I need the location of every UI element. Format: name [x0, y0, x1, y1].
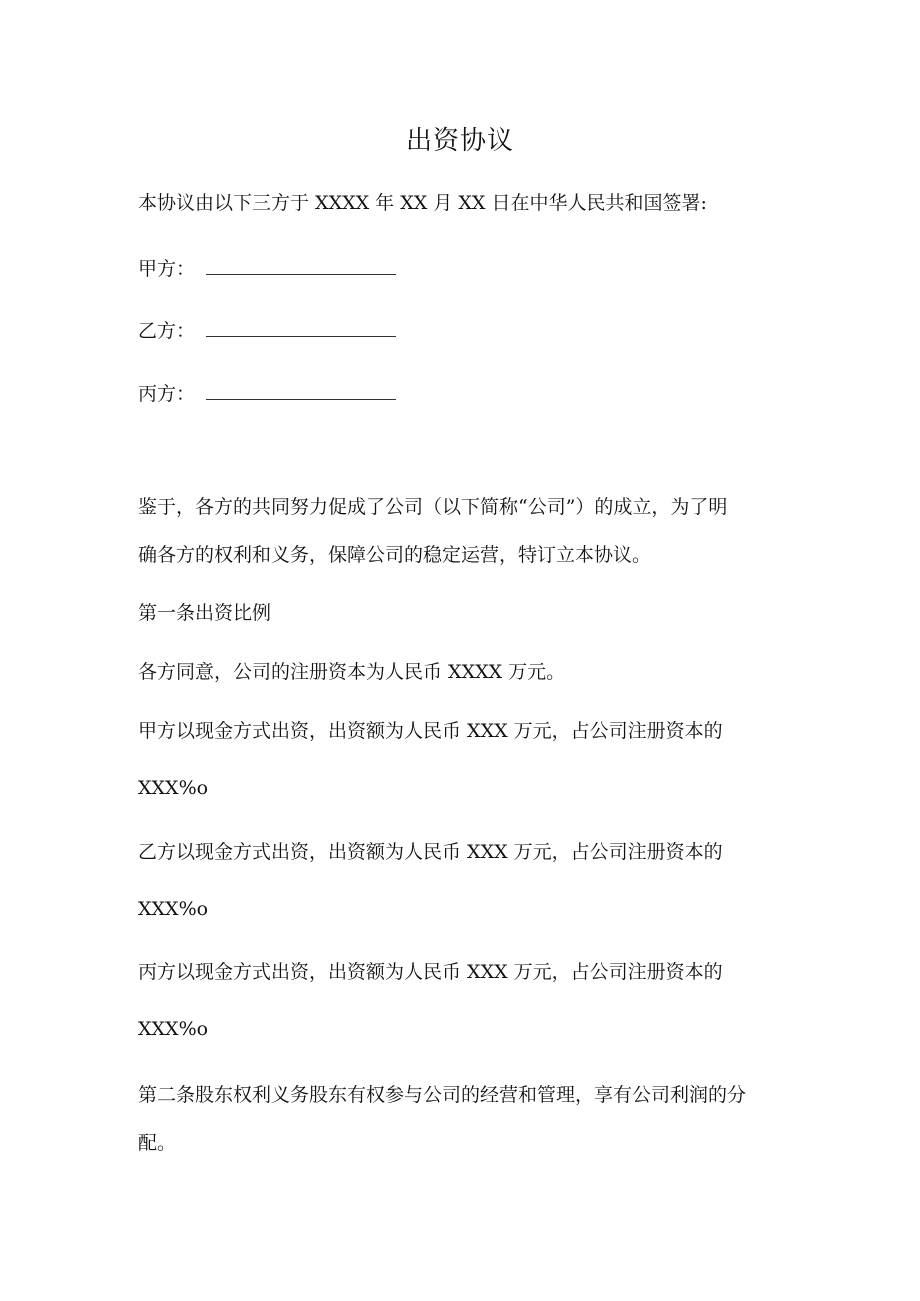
party-b-blank — [206, 322, 396, 337]
party-c-blank — [206, 385, 396, 400]
preamble-line-2: 确各方的权利和义务，保障公司的稳定运营，特订立本协议。 — [138, 544, 652, 566]
article1-capital: 各方同意，公司的注册资本为人民币 XXXX 万元。 — [138, 661, 566, 683]
party-a-line — [138, 257, 396, 281]
article1-heading: 第一条出资比例 — [138, 602, 272, 624]
party-a-blank — [206, 260, 396, 275]
party-c-line — [138, 382, 396, 406]
contribution-b-line-1: 乙方以现金方式出资，出资额为人民币 XXX 万元，占公司注册资本的 — [138, 841, 723, 863]
party-b-label: 乙方： — [138, 320, 196, 342]
party-c-label: 丙方： — [138, 383, 196, 405]
contribution-c-line-2: XXX%o — [138, 1018, 209, 1040]
document-title: 出资协议 — [405, 126, 514, 156]
preamble-line-1: 鉴于，各方的共同努力促成了公司（以下简称“公司”）的成立，为了明 — [138, 496, 728, 518]
contribution-a-line-1: 甲方以现金方式出资，出资额为人民币 XXX 万元，占公司注册资本的 — [138, 720, 723, 742]
party-a-label: 甲方： — [138, 258, 196, 280]
intro-paragraph: 本协议由以下三方于 XXXX 年 XX 月 XX 日在中华人民共和国签署: — [138, 192, 707, 214]
party-b-line — [138, 319, 396, 343]
article2-line-2: 配。 — [138, 1132, 177, 1154]
contribution-a-line-2: XXX%o — [138, 777, 209, 799]
contribution-c-line-1: 丙方以现金方式出资，出资额为人民币 XXX 万元，占公司注册资本的 — [138, 961, 723, 983]
article2-line-1: 第二条股东权利义务股东有权参与公司的经营和管理，享有公司利润的分 — [138, 1084, 747, 1106]
contribution-b-line-2: XXX%o — [138, 898, 209, 920]
